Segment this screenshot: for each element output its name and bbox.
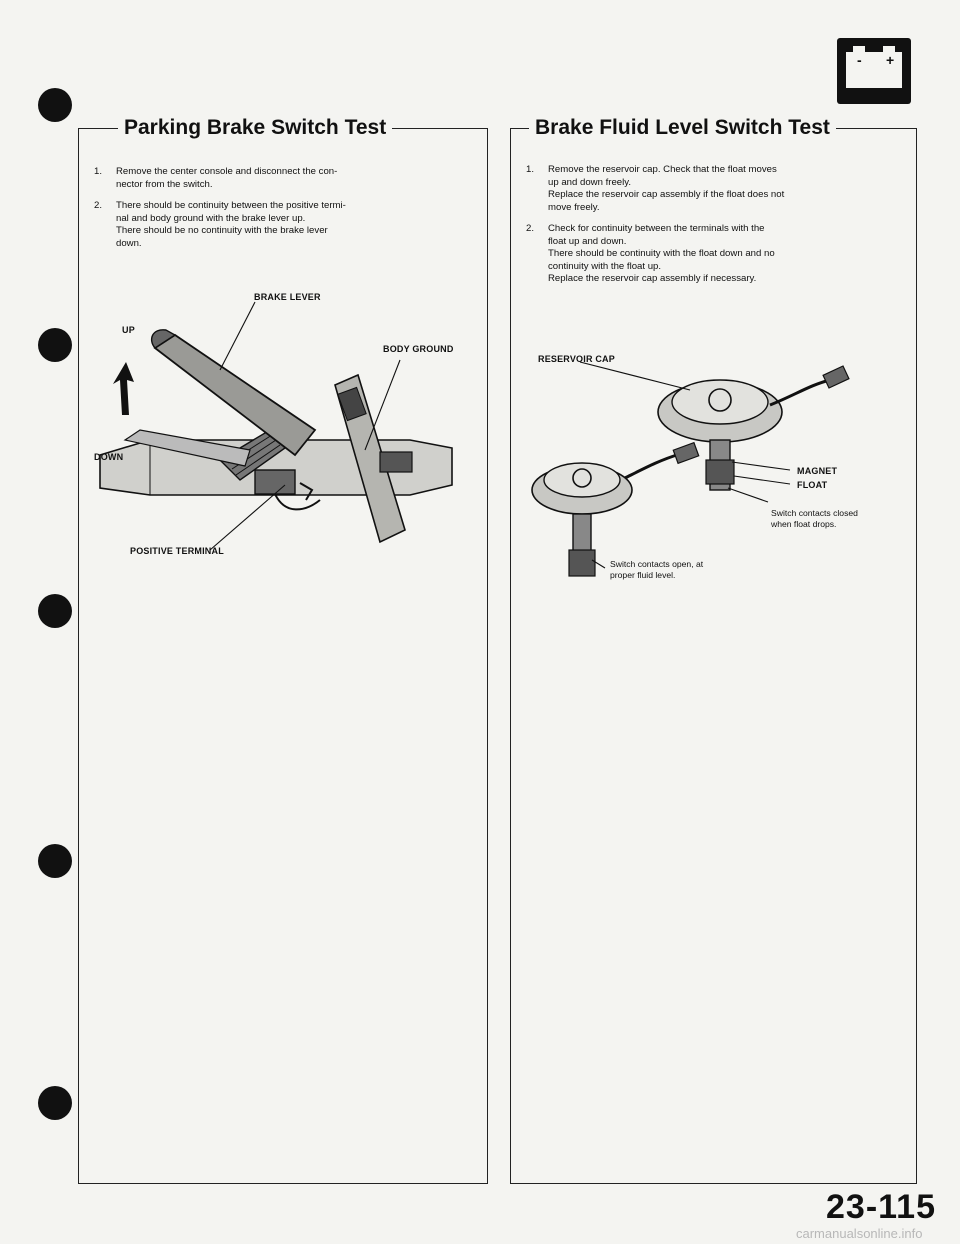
parking-brake-step-1: 1. Remove the center console and disconnect the con- nector from the switch. bbox=[94, 166, 338, 190]
parking-brake-title: Parking Brake Switch Test bbox=[118, 116, 392, 140]
parking-brake-step-2: 2. There should be continuity between the positive termi- nal and body ground with the brake lever up. There should be no continuity with the brake lever down. bbox=[94, 200, 346, 249]
label-magnet: MAGNET bbox=[797, 466, 838, 476]
binder-hole-2 bbox=[38, 328, 72, 362]
battery-plus-sign: + bbox=[886, 52, 895, 68]
label-reservoir-cap: RESERVOIR CAP bbox=[538, 354, 615, 364]
label-positive-terminal: POSITIVE TERMINAL bbox=[130, 546, 224, 556]
binder-hole-4 bbox=[38, 844, 72, 878]
binder-hole-3 bbox=[38, 594, 72, 628]
brake-fluid-step-2: 2. Check for continuity between the terminals with the float up and down. There should be continuity with the float down and no continuity with the float up. Replace the reservoir cap assembly if necessary. bbox=[526, 223, 775, 284]
label-down: DOWN bbox=[94, 452, 124, 462]
page-number: 23-115 bbox=[826, 1188, 936, 1226]
brake-fluid-step-1: 1. Remove the reservoir cap. Check that the float moves up and down freely. Replace the reservoir cap assembly if the float does not move freely. bbox=[526, 164, 785, 213]
binder-hole-5 bbox=[38, 1086, 72, 1120]
note-contacts-closed: Switch contacts closed when float drops. bbox=[771, 508, 858, 529]
battery-icon bbox=[837, 38, 911, 104]
label-brake-lever: BRAKE LEVER bbox=[254, 292, 321, 302]
note-contacts-open: Switch contacts open, at proper fluid level. bbox=[610, 559, 704, 580]
parking-brake-steps bbox=[90, 166, 470, 259]
parking-brake-illustration bbox=[80, 280, 484, 570]
label-body-ground: BODY GROUND bbox=[383, 344, 454, 354]
binder-hole-1 bbox=[38, 88, 72, 122]
brake-fluid-title: Brake Fluid Level Switch Test bbox=[529, 116, 836, 140]
battery-minus-sign: - bbox=[857, 52, 862, 68]
brake-fluid-steps bbox=[522, 164, 902, 295]
label-up: UP bbox=[122, 325, 135, 335]
watermark-text: carmanualsonline.info bbox=[796, 1226, 923, 1241]
label-float: FLOAT bbox=[797, 480, 828, 490]
